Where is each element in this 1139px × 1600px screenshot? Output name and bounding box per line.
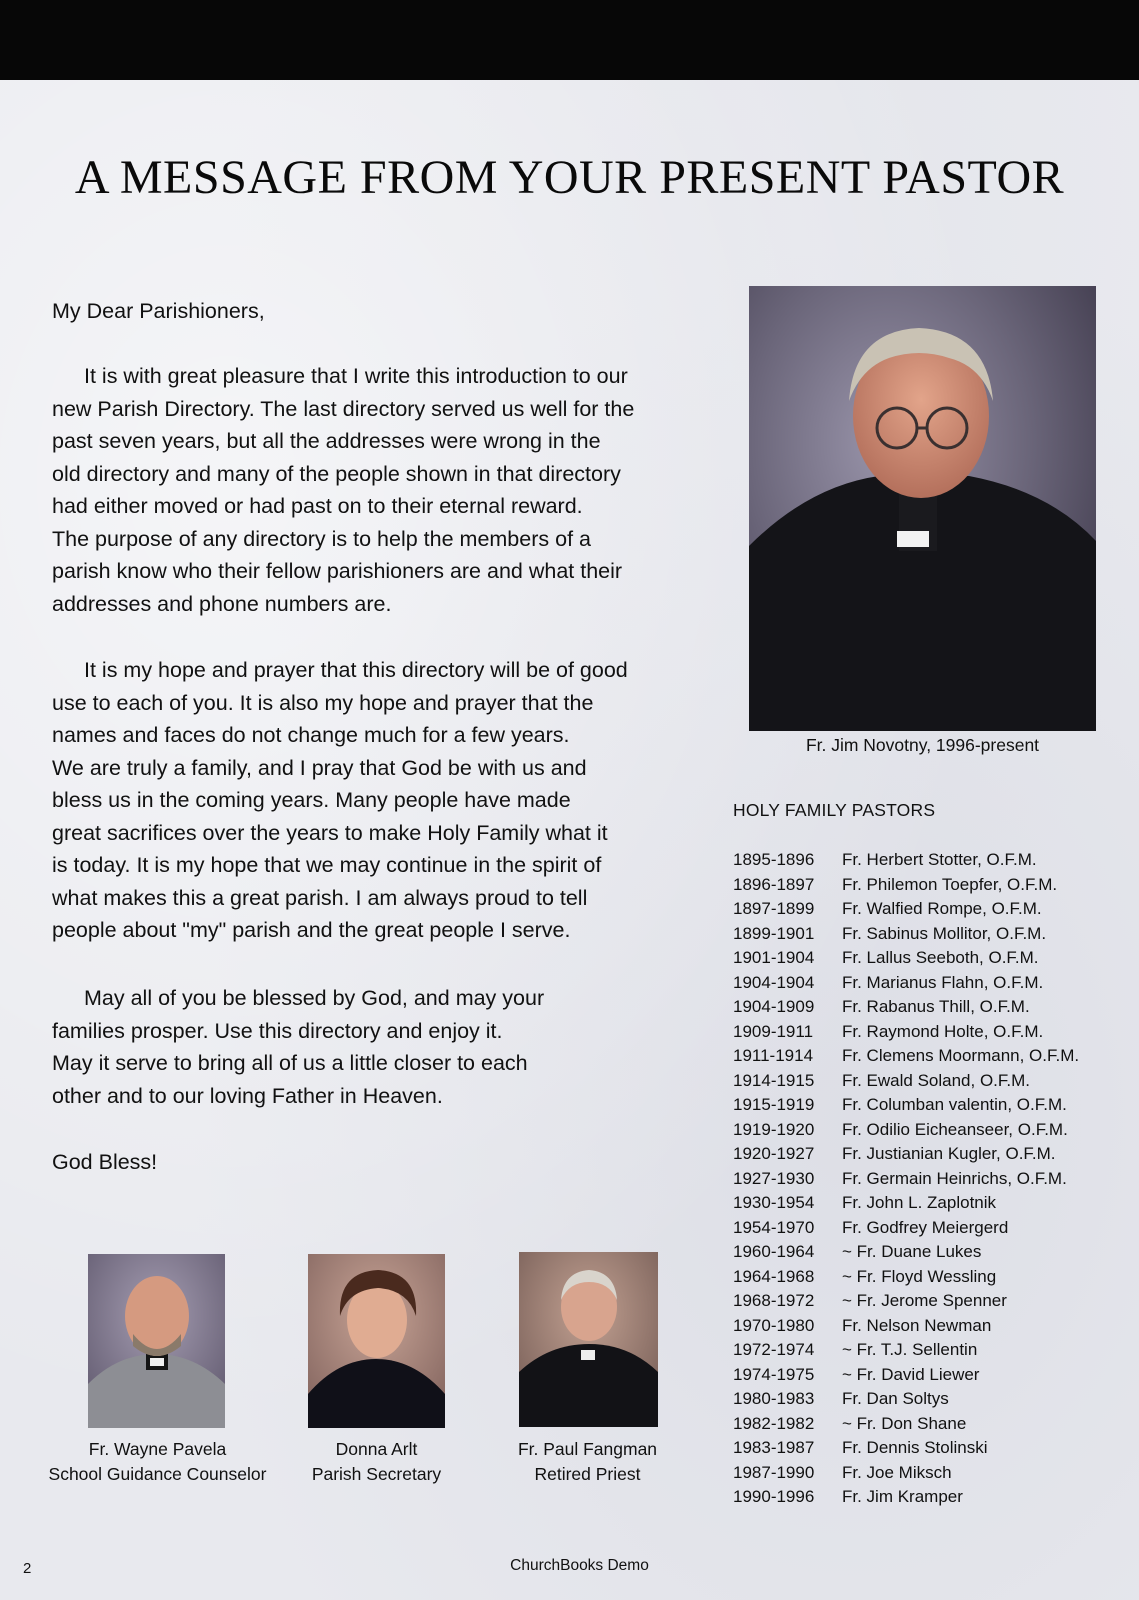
paragraph-line: other and to our loving Father in Heaven. xyxy=(52,1083,443,1108)
pastor-years: 1919-1920 xyxy=(733,1119,815,1139)
pastor-portrait-photo xyxy=(749,286,1096,731)
paragraph-line: It is with great pleasure that I write this introduction to our xyxy=(84,364,628,388)
pastor-years: 1911-1914 xyxy=(733,1046,814,1065)
pastor-name: Fr. Justianian Kugler, O.F.M. xyxy=(842,1144,1056,1163)
pastor-row xyxy=(733,1167,1079,1192)
staff-role: Parish Secretary xyxy=(311,1463,442,1484)
paragraph-line: new Parish Directory. The last directory served us well for the xyxy=(52,396,635,421)
pastor-row xyxy=(733,1338,1079,1363)
pastor-years: 1974-1975 xyxy=(733,1364,815,1384)
pastor-row xyxy=(733,1412,1079,1437)
pastor-name: ~ Fr. Floyd Wessling xyxy=(842,1266,997,1286)
letter-paragraph-3 xyxy=(52,982,692,1112)
paragraph-line: May it serve to bring all of us a little closer to each xyxy=(52,1051,528,1075)
pastor-years: 1987-1990 xyxy=(733,1462,815,1482)
pastor-name: Fr. Lallus Seeboth, O.F.M. xyxy=(842,948,1039,967)
pastor-row xyxy=(733,1142,1079,1167)
pastor-row xyxy=(733,1363,1079,1388)
pastor-row xyxy=(733,1436,1079,1461)
pastor-name: Fr. Jim Kramper xyxy=(842,1487,963,1506)
pastor-years: 1972-1974 xyxy=(733,1340,815,1359)
pastor-row xyxy=(733,1314,1079,1339)
pastor-years: 1909-1911 xyxy=(733,1021,814,1041)
pastor-years: 1895-1896 xyxy=(733,850,815,869)
letter-paragraph-2 xyxy=(52,654,692,947)
pastor-name: Fr. Philemon Toepfer, O.F.M. xyxy=(842,874,1058,894)
pastors-list-heading: HOLY FAMILY PASTORS xyxy=(733,800,936,820)
letter-paragraph-1 xyxy=(52,360,692,620)
pastor-name: Fr. Marianus Flahn, O.F.M. xyxy=(842,972,1044,992)
pastor-row xyxy=(733,897,1079,922)
staff-photo-arlt xyxy=(308,1254,445,1428)
pastor-name: Fr. Clemens Moormann, O.F.M. xyxy=(842,1046,1080,1065)
paragraph-line: people about "my" parish and the great people I serve. xyxy=(52,918,571,942)
pastor-name: Fr. Dennis Stolinski xyxy=(842,1438,988,1457)
staff-name: Fr. Paul Fangman xyxy=(517,1439,658,1459)
pastor-name: ~ Fr. David Liewer xyxy=(842,1364,980,1384)
pastor-years: 1899-1901 xyxy=(733,923,815,943)
paragraph-line: The purpose of any directory is to help the members of a xyxy=(52,526,591,551)
page-number: 2 xyxy=(23,1560,32,1577)
pastor-row xyxy=(733,1191,1079,1216)
paragraph-line: use to each of you. It is also my hope and prayer that the xyxy=(52,690,594,715)
pastor-name: Fr. Herbert Stotter, O.F.M. xyxy=(842,850,1037,869)
pastor-row xyxy=(733,1020,1079,1045)
pastor-years: 1954-1970 xyxy=(733,1217,815,1237)
pastor-row xyxy=(733,946,1079,971)
pastor-name: ~ Fr. Duane Lukes xyxy=(842,1242,982,1261)
pastor-name: Fr. Walfied Rompe, O.F.M. xyxy=(842,899,1042,918)
page-title: A MESSAGE FROM YOUR PRESENT PASTOR xyxy=(74,151,1065,204)
paragraph-line: parish know who their fellow parishioners are and what their xyxy=(52,559,623,583)
pastor-row xyxy=(733,1485,1079,1510)
pastor-name: Fr. Ewald Soland, O.F.M. xyxy=(842,1070,1031,1090)
pastor-years: 1982-1982 xyxy=(733,1413,815,1433)
pastor-years: 1983-1987 xyxy=(733,1438,815,1457)
pastor-row xyxy=(733,1044,1079,1069)
staff-caption-arlt xyxy=(281,1437,472,1486)
paragraph-line: We are truly a family, and I pray that God be with us and xyxy=(52,755,587,780)
pastor-name: Fr. John L. Zaplotnik xyxy=(842,1193,997,1212)
pastors-list xyxy=(733,848,1079,1510)
pastor-years: 1960-1964 xyxy=(733,1242,815,1261)
pastor-portrait-illustration xyxy=(749,286,1096,731)
pastor-row xyxy=(733,922,1079,947)
pastor-name: ~ Fr. Don Shane xyxy=(842,1413,967,1433)
pastor-name: Fr. Nelson Newman xyxy=(842,1315,992,1335)
pastor-row xyxy=(733,995,1079,1020)
pastor-years: 1904-1904 xyxy=(733,972,815,992)
pastor-name: Fr. Joe Miksch xyxy=(842,1462,952,1482)
pastor-row xyxy=(733,971,1079,996)
pastor-years: 1990-1996 xyxy=(733,1487,815,1506)
pastor-years: 1930-1954 xyxy=(733,1193,815,1212)
paragraph-line: had either moved or had past on to their eternal reward. xyxy=(52,494,583,518)
pastor-name: Fr. Sabinus Mollitor, O.F.M. xyxy=(842,923,1047,943)
pastor-years: 1904-1909 xyxy=(733,997,815,1016)
footer-text: ChurchBooks Demo xyxy=(510,1557,649,1574)
paragraph-line: names and faces do not change much for a few years. xyxy=(52,723,570,747)
pastor-row xyxy=(733,1265,1079,1290)
pastor-years: 1927-1930 xyxy=(733,1168,815,1188)
pastor-name: ~ Fr. T.J. Sellentin xyxy=(842,1340,978,1359)
pastor-years: 1901-1904 xyxy=(733,948,815,967)
pastor-years: 1915-1919 xyxy=(733,1095,815,1114)
pastor-name: Fr. Rabanus Thill, O.F.M. xyxy=(842,997,1030,1016)
staff-name: Fr. Wayne Pavela xyxy=(88,1439,227,1459)
pastor-years: 1897-1899 xyxy=(733,899,815,918)
paragraph-line: bless us in the coming years. Many people have made xyxy=(52,788,571,812)
pastor-years: 1980-1983 xyxy=(733,1389,815,1408)
paragraph-line: families prosper. Use this directory and enjoy it. xyxy=(52,1018,503,1043)
pastor-years: 1964-1968 xyxy=(733,1266,815,1286)
paragraph-line: It is my hope and prayer that this directory will be of good xyxy=(84,658,628,682)
pastor-row xyxy=(733,1240,1079,1265)
paragraph-line: what makes this a great parish. I am always proud to tell xyxy=(52,885,588,910)
pastor-row xyxy=(733,848,1079,873)
paragraph-line: great sacrifices over the years to make Holy Family what it xyxy=(52,820,608,845)
pastor-name: Fr. Raymond Holte, O.F.M. xyxy=(842,1021,1044,1041)
pastor-row xyxy=(733,1093,1079,1118)
staff-portrait-illustration xyxy=(519,1252,658,1427)
staff-photo-pavela xyxy=(88,1254,225,1428)
paragraph-line: addresses and phone numbers are. xyxy=(52,591,392,616)
pastor-name: Fr. Odilio Eicheanseer, O.F.M. xyxy=(842,1119,1068,1139)
pastor-photo-caption: Fr. Jim Novotny, 1996-present xyxy=(805,735,1040,755)
staff-caption-fangman xyxy=(492,1437,683,1486)
pastor-row xyxy=(733,1461,1079,1486)
paragraph-line: is today. It is my hope that we may continue in the spirit of xyxy=(52,853,602,877)
pastor-row xyxy=(733,873,1079,898)
pastor-years: 1920-1927 xyxy=(733,1144,815,1163)
paragraph-line: past seven years, but all the addresses were wrong in the xyxy=(52,429,601,453)
pastor-row xyxy=(733,1289,1079,1314)
staff-role: School Guidance Counselor xyxy=(48,1463,267,1484)
pastor-row xyxy=(733,1118,1079,1143)
pastor-years: 1968-1972 xyxy=(733,1291,815,1310)
pastor-name: ~ Fr. Jerome Spenner xyxy=(842,1291,1007,1310)
staff-caption-pavela xyxy=(40,1437,275,1486)
staff-portrait-illustration xyxy=(308,1254,445,1428)
staff-name: Donna Arlt xyxy=(335,1439,418,1459)
top-dark-band xyxy=(0,0,1139,80)
pastor-years: 1970-1980 xyxy=(733,1315,815,1335)
pastor-row xyxy=(733,1216,1079,1241)
staff-photo-fangman xyxy=(519,1252,658,1427)
pastor-years: 1914-1915 xyxy=(733,1070,815,1090)
pastor-name: Fr. Dan Soltys xyxy=(842,1389,949,1408)
paragraph-line: old directory and many of the people shown in that directory xyxy=(52,461,621,486)
pastor-name: Fr. Germain Heinrichs, O.F.M. xyxy=(842,1168,1067,1188)
pastor-name: Fr. Columban valentin, O.F.M. xyxy=(842,1095,1067,1114)
letter-closing: God Bless! xyxy=(52,1150,158,1174)
paragraph-line: May all of you be blessed by God, and may your xyxy=(84,986,545,1010)
pastor-row xyxy=(733,1069,1079,1094)
pastor-years: 1896-1897 xyxy=(733,874,815,894)
pastor-row xyxy=(733,1387,1079,1412)
staff-portrait-illustration xyxy=(88,1254,225,1428)
staff-role: Retired Priest xyxy=(534,1463,641,1484)
letter-salutation: My Dear Parishioners, xyxy=(52,299,265,323)
pastor-name: Fr. Godfrey Meiergerd xyxy=(842,1217,1009,1237)
